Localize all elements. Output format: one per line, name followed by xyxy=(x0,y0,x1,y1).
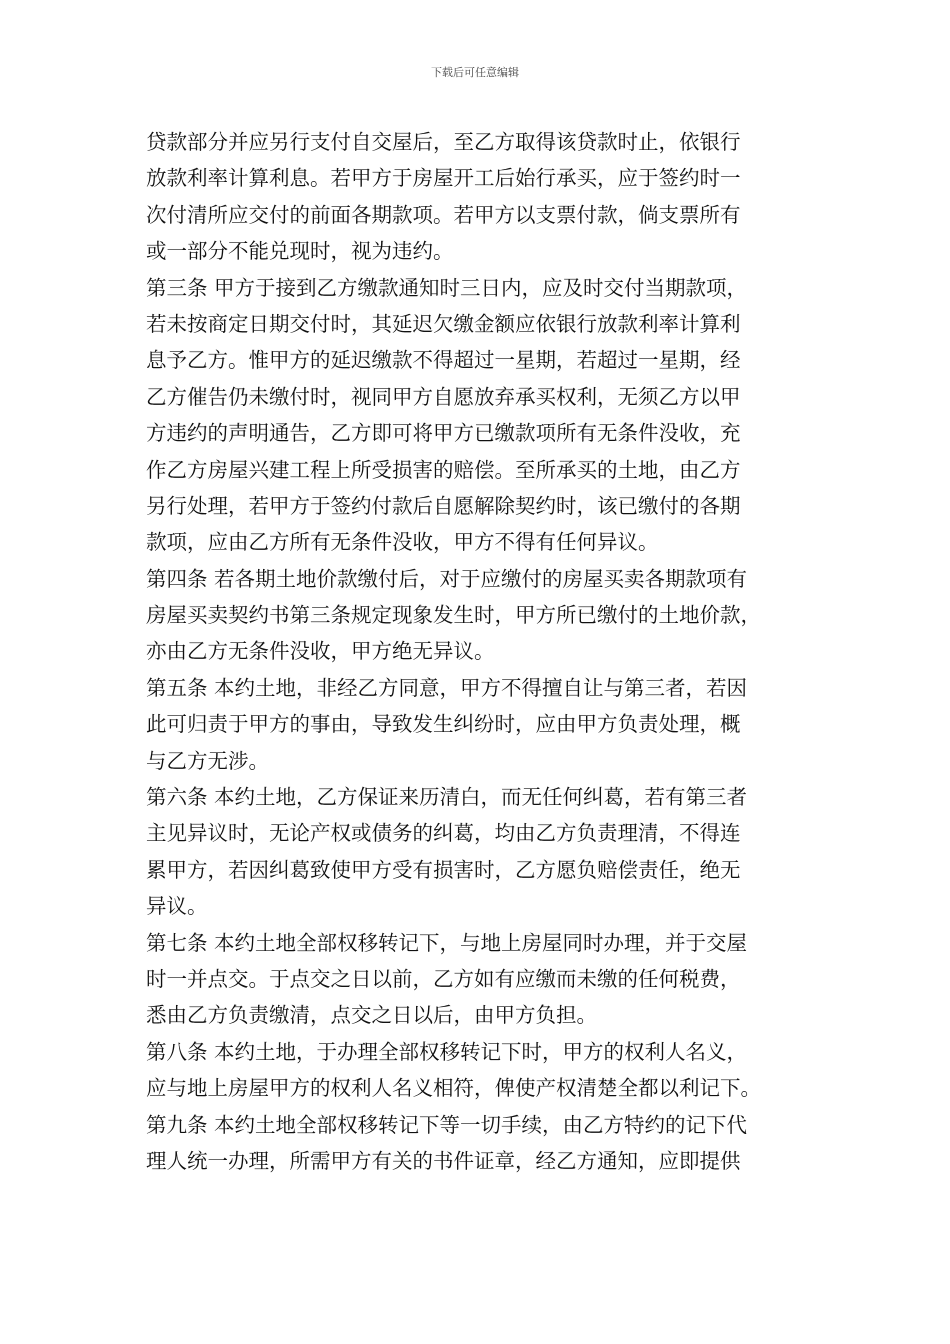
text-line: 亦由乙方无条件没收，甲方绝无异议。 xyxy=(146,639,495,664)
text-line: 放款利率计算利息。若甲方于房屋开工后始行承买，应于签约时一 xyxy=(146,166,741,191)
text-line: 贷款部分并应另行支付自交屋后，至乙方取得该贷款时止，依银行 xyxy=(146,130,741,154)
text-line: 悉由乙方负责缴清，点交之日以后，由甲方负担。 xyxy=(146,1003,597,1028)
text-line: 第八条 本约土地，于办理全部权移转记下时，甲方的权利人名义， xyxy=(146,1039,748,1064)
text-line: 第五条 本约土地，非经乙方同意，甲方不得擅自让与第三者，若因 xyxy=(146,675,748,700)
text-line: 另行处理，若甲方于签约付款后自愿解除契约时，该已缴付的各期 xyxy=(146,493,741,518)
text-line: 此可归责于甲方的事由，导致发生纠纷时，应由甲方负责处理，概 xyxy=(146,712,741,737)
text-line: 第六条 本约土地，乙方保证来历清白，而无任何纠葛，若有第三者 xyxy=(146,785,748,810)
text-line: 应与地上房屋甲方的权利人名义相符，俾使产权清楚全都以利记下。 xyxy=(146,1076,761,1101)
text-line: 作乙方房屋兴建工程上所受损害的赔偿。至所承买的土地，由乙方 xyxy=(146,457,741,482)
page-header: 下载后可任意编辑 xyxy=(431,66,519,79)
text-line: 第三条 甲方于接到乙方缴款通知时三日内，应及时交付当期款项， xyxy=(146,275,748,300)
text-line: 款项，应由乙方所有无条件没收，甲方不得有任何异议。 xyxy=(146,530,659,555)
text-line: 理人统一办理，所需甲方有关的书件证章，经乙方通知，应即提供 xyxy=(146,1148,741,1173)
text-line: 或一部分不能兑现时，视为违约。 xyxy=(146,239,454,264)
document-body xyxy=(146,124,816,1179)
text-line: 第四条 若各期土地价款缴付后，对于应缴付的房屋买卖各期款项有 xyxy=(146,566,748,591)
text-line: 若未按商定日期交付时，其延迟欠缴金额应依银行放款利率计算利 xyxy=(146,311,741,336)
text-line: 累甲方，若因纠葛致使甲方受有损害时，乙方愿负赔偿责任，绝无 xyxy=(146,857,741,882)
text-line: 方违约的声明通告，乙方即可将甲方已缴款项所有无条件没收，充 xyxy=(146,421,741,446)
text-line: 乙方催告仍未缴付时，视同甲方自愿放弃承买权利，无须乙方以甲 xyxy=(146,384,741,409)
text-line: 时一并点交。于点交之日以前，乙方如有应缴而未缴的任何税费， xyxy=(146,966,741,991)
text-line: 与乙方无涉。 xyxy=(146,748,269,773)
text-line: 房屋买卖契约书第三条规定现象发生时，甲方所已缴付的土地价款， xyxy=(146,603,761,628)
text-line: 主见异议时，无论产权或债务的纠葛，均由乙方负责理清，不得连 xyxy=(146,821,741,846)
text-line: 次付清所应交付的前面各期款项。若甲方以支票付款，倘支票所有 xyxy=(146,202,741,227)
text-line: 第九条 本约土地全部权移转记下等一切手续，由乙方特约的记下代 xyxy=(146,1112,748,1137)
text-line: 息予乙方。惟甲方的延迟缴款不得超过一星期，若超过一星期，经 xyxy=(146,348,741,373)
text-line: 第七条 本约土地全部权移转记下，与地上房屋同时办理，并于交屋 xyxy=(146,930,748,955)
text-line: 异议。 xyxy=(146,894,208,919)
